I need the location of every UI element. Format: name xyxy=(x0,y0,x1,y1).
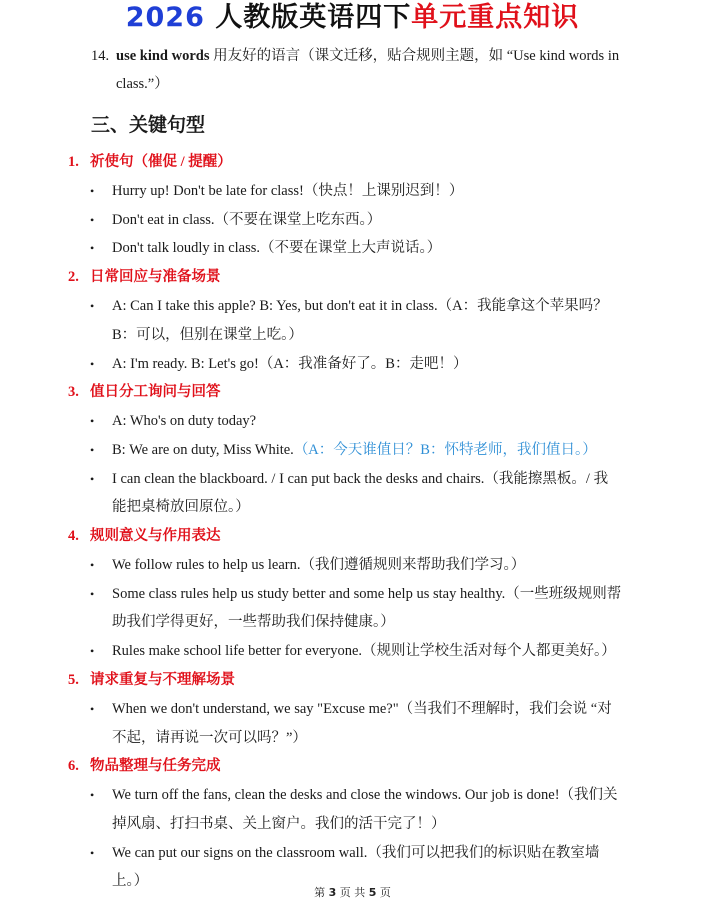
category-heading xyxy=(68,752,705,781)
sentence-text: A: Who's on duty today? xyxy=(112,413,257,430)
sentence-item xyxy=(90,206,622,235)
bullet-icon: • xyxy=(90,299,95,314)
footer-mid: 页 共 xyxy=(339,886,366,899)
category-title: 物品整理与任务完成 xyxy=(90,758,221,775)
category-number: 3. xyxy=(68,384,79,401)
category-number: 4. xyxy=(68,528,79,545)
sentence-item xyxy=(90,234,622,263)
sentence-text: When we don't understand, we say "Excuse me?"（当我们不理解时，我们会说 “对不起，请再说一次可以吗？”） xyxy=(112,700,612,746)
section-title: 三、关键句型 xyxy=(91,114,206,136)
sentence-item xyxy=(90,695,622,752)
bullet-icon: • xyxy=(90,558,95,573)
footer-prefix: 第 xyxy=(314,886,326,899)
sentence-item xyxy=(90,407,622,436)
key-sentences xyxy=(0,148,705,896)
sentence-item xyxy=(90,781,622,838)
category-heading xyxy=(68,148,705,177)
sentence-text: We turn off the fans, clean the desks and close the windows. Our job is done!（我们关掉风扇、打扫书桌、关上窗户。我们的活干完了！） xyxy=(112,787,618,832)
page-footer xyxy=(0,884,705,900)
sentence-text: A: Can I take this apple? B: Yes, but don't eat it in class.（A：我能拿这个苹果吗？B：可以，但别在课堂上吃。） xyxy=(112,298,608,343)
sentence-text: Some class rules help us study better and some help us stay healthy.（一些班级规则帮助我们学得更好，一些帮助我们保持健康。） xyxy=(112,585,622,631)
category-number: 6. xyxy=(68,758,79,775)
bullet-icon: • xyxy=(90,356,95,371)
vocab-item-14 xyxy=(91,42,631,98)
bullet-icon: • xyxy=(90,442,95,457)
sentence-item xyxy=(90,292,622,349)
bullet-icon: • xyxy=(90,644,95,659)
sentence-item xyxy=(90,436,622,465)
bullet-icon: • xyxy=(90,701,95,716)
sentence-item xyxy=(90,350,622,379)
category-number: 5. xyxy=(68,671,79,688)
footer-suffix: 页 xyxy=(379,886,391,899)
category-title: 值日分工询问与回答 xyxy=(90,384,221,401)
sentence-item xyxy=(90,177,622,206)
category-title: 请求重复与不理解场景 xyxy=(90,671,235,688)
sentence-item xyxy=(90,465,622,522)
bullet-icon: • xyxy=(90,241,95,256)
banner-year: 2026 xyxy=(125,2,205,33)
sentence-text: B: We are on duty, Miss White. xyxy=(112,441,294,458)
category-title: 日常回应与准备场景 xyxy=(90,269,221,286)
category-heading xyxy=(68,263,705,292)
sentence-text: A: I'm ready. B: Let's go!（A：我准备好了。B：走吧！） xyxy=(112,355,468,372)
item-line2: class.”） xyxy=(116,76,169,92)
item-number: 14. xyxy=(91,48,110,64)
bullet-icon: • xyxy=(90,184,95,198)
bullet-icon: • xyxy=(90,212,95,227)
banner-topic: 单元重点知识 xyxy=(411,2,580,33)
category-title: 祈使句（催促 / 提醒） xyxy=(90,154,232,170)
bullet-icon: • xyxy=(90,845,95,860)
bullet-icon: • xyxy=(90,788,95,803)
bullet-icon: • xyxy=(90,586,95,601)
sentence-text: Hurry up! Don't be late for class!（快点！上课别迟到！） xyxy=(112,183,464,199)
category-heading xyxy=(68,522,705,551)
banner-subject: 人教版英语四下 xyxy=(215,2,412,33)
bullet-icon: • xyxy=(90,414,95,429)
sentence-item xyxy=(90,637,622,666)
sentence-translation: （A：今天谁值日？B：怀特老师，我们值日。） xyxy=(293,441,597,458)
title-banner xyxy=(0,0,705,38)
category-number: 2. xyxy=(68,269,79,286)
page-number: 3 xyxy=(328,886,337,899)
category-heading xyxy=(68,378,705,407)
category-number: 1. xyxy=(68,154,79,170)
sentence-text: Don't talk loudly in class.（不要在课堂上大声说话。） xyxy=(112,240,442,257)
sentence-item xyxy=(90,551,622,580)
total-pages: 5 xyxy=(368,886,377,899)
sentence-item xyxy=(90,580,622,637)
sentence-text: We follow rules to help us learn.（我们遵循规则来帮助我们学习。） xyxy=(112,557,526,574)
category-heading xyxy=(68,666,705,695)
bullet-icon: • xyxy=(90,471,95,486)
sentence-text: Rules make school life better for everyone.（规则让学校生活对每个人都更美好。） xyxy=(112,643,616,660)
item-phrase: use kind words xyxy=(116,48,210,64)
sentence-text: We can put our signs on the classroom wall.（我们可以把我们的标识贴在教室墙上。） xyxy=(112,844,600,890)
sentence-text: Don't eat in class.（不要在课堂上吃东西。） xyxy=(112,211,382,228)
category-title: 规则意义与作用表达 xyxy=(90,528,221,545)
sentence-text: I can clean the blackboard. / I can put back the desks and chairs.（我能擦黑板。/ 我能把桌椅放回原位。） xyxy=(112,470,609,516)
item-line1: 用友好的语言（课文迁移，贴合规则主题，如 “Use kind words in xyxy=(213,48,620,64)
